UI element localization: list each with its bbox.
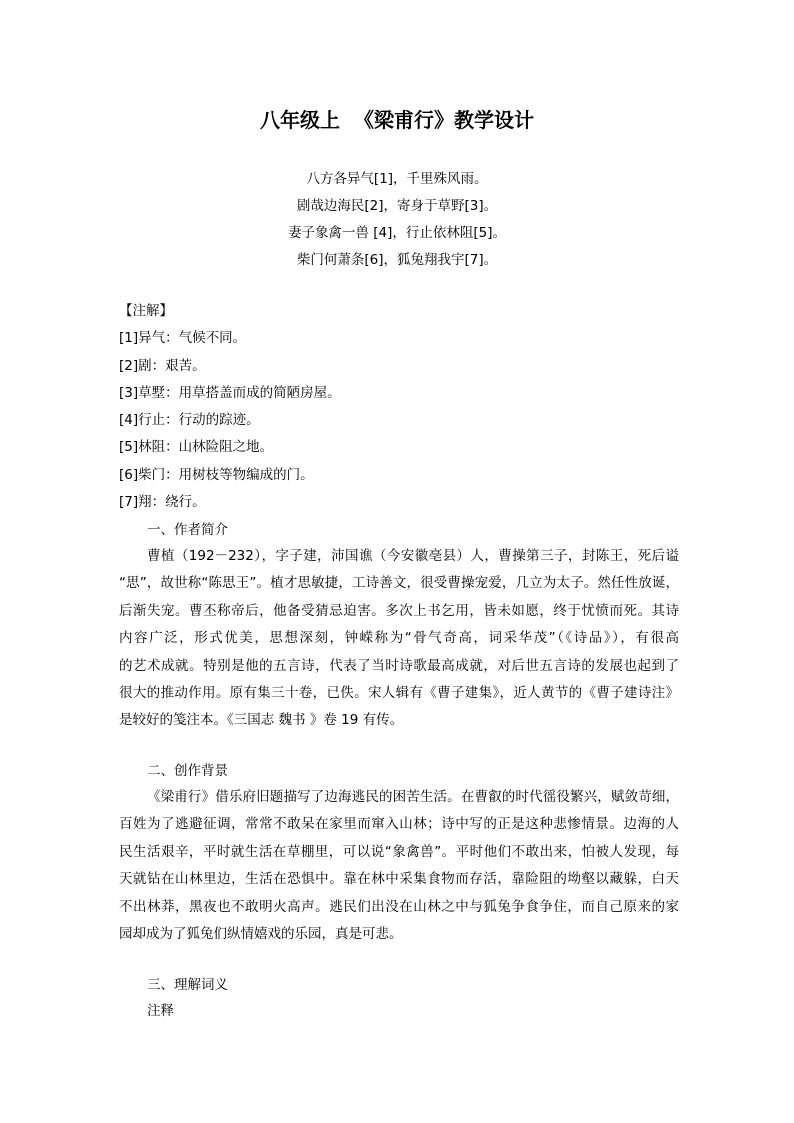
note-item: [4]行止：行动的踪迹。 bbox=[119, 412, 260, 429]
author-intro-paragraph bbox=[119, 543, 679, 735]
paragraph-line: 后渐失宠。曹丕称帝后，他备受猜忌迫害。多次上书乞用，皆未如愿，终于忧愤而死。其诗 bbox=[119, 602, 679, 619]
note-item: [1]异气：气候不同。 bbox=[119, 330, 247, 347]
paragraph-line: 的艺术成就。特别是他的五言诗，代表了当时诗歌最高成就，对后世五言诗的发展也起到了 bbox=[119, 657, 679, 674]
note-item: [3]草墅：用草搭盖而成的简陋房屋。 bbox=[119, 384, 341, 401]
paragraph-line: 曹植（192－232），字子建，沛国谯（今安徽亳县）人，曹操第三子，封陈王，死后谥 bbox=[147, 548, 679, 564]
note-item: [7]翔：绕行。 bbox=[119, 494, 206, 511]
paragraph-line: 园却成为了狐兔们纵情嬉戏的乐园，真是可悲。 bbox=[119, 926, 403, 943]
notes-section bbox=[119, 298, 679, 516]
note-item: [5]林阻：山林险阻之地。 bbox=[119, 439, 274, 456]
poem-line: 剧哉边海民[2]，寄身于草野[3]。 bbox=[296, 198, 498, 214]
paragraph-line: 不出林莽，黑夜也不敢明火高声。逃民们出没在山林之中与狐兔争食争住，而自己原来的家 bbox=[119, 898, 679, 915]
poem-line: 柴门何萧条[6]，狐兔翔我宇[7]。 bbox=[296, 252, 498, 268]
section-heading-vocabulary: 三、理解词义 bbox=[147, 977, 228, 993]
paragraph-line: 内容广泛，形式优美，思想深刻，钟嵘称为“骨气奇高，词采华茂”（《诗品》），有很高 bbox=[119, 630, 679, 647]
poem-line: 妻子象禽一兽 [4]，行止依林阻[5]。 bbox=[287, 225, 507, 241]
paragraph-line: 很大的推动作用。原有集三十卷，已佚。宋人辑有《曹子建集》，近人黄节的《曹子建诗注》 bbox=[119, 685, 679, 702]
paragraph-line: 《梁甫行》借乐府旧题描写了边海逃民的困苦生活。在曹叡的时代徭役繁兴，赋敛苛细， bbox=[147, 789, 679, 805]
paragraph-line: 是较好的笺注本。《三国志 魏书 》卷 19 有传。 bbox=[119, 712, 404, 729]
poem-line: 八方各异气[1]，千里殊风雨。 bbox=[306, 171, 488, 187]
section-heading-background: 二、创作背景 bbox=[147, 763, 228, 779]
note-item: [2]剧：艰苦。 bbox=[119, 357, 206, 374]
background-paragraph bbox=[119, 784, 679, 948]
poem bbox=[0, 166, 794, 274]
notes-heading: 【注解】 bbox=[119, 303, 173, 319]
section-heading-author: 一、作者简介 bbox=[147, 522, 228, 538]
paragraph-line: 民生活艰辛，平时就生活在草棚里，可以说“象禽兽”。平时他们不敢出来，怕被人发现，每 bbox=[119, 843, 679, 860]
subheading-annotations: 注释 bbox=[147, 1003, 174, 1019]
document-title: 八年级上 《梁甫行》教学设计 bbox=[260, 108, 534, 132]
note-item: [6]柴门：用树枝等物编成的门。 bbox=[119, 466, 314, 483]
paragraph-line: 天就钻在山林里边，生活在恐惧中。靠在林中采集食物而存活，靠险阻的坳壑以藏躲，白天 bbox=[119, 871, 679, 888]
paragraph-line: “思”，故世称“陈思王”。植才思敏捷，工诗善文，很受曹操宠爱，几立为太子。然任性放诞， bbox=[119, 575, 679, 592]
paragraph-line: 百姓为了逃避征调，常常不敢呆在家里而窜入山林；诗中写的正是这种悲惨情景。边海的人 bbox=[119, 816, 679, 833]
